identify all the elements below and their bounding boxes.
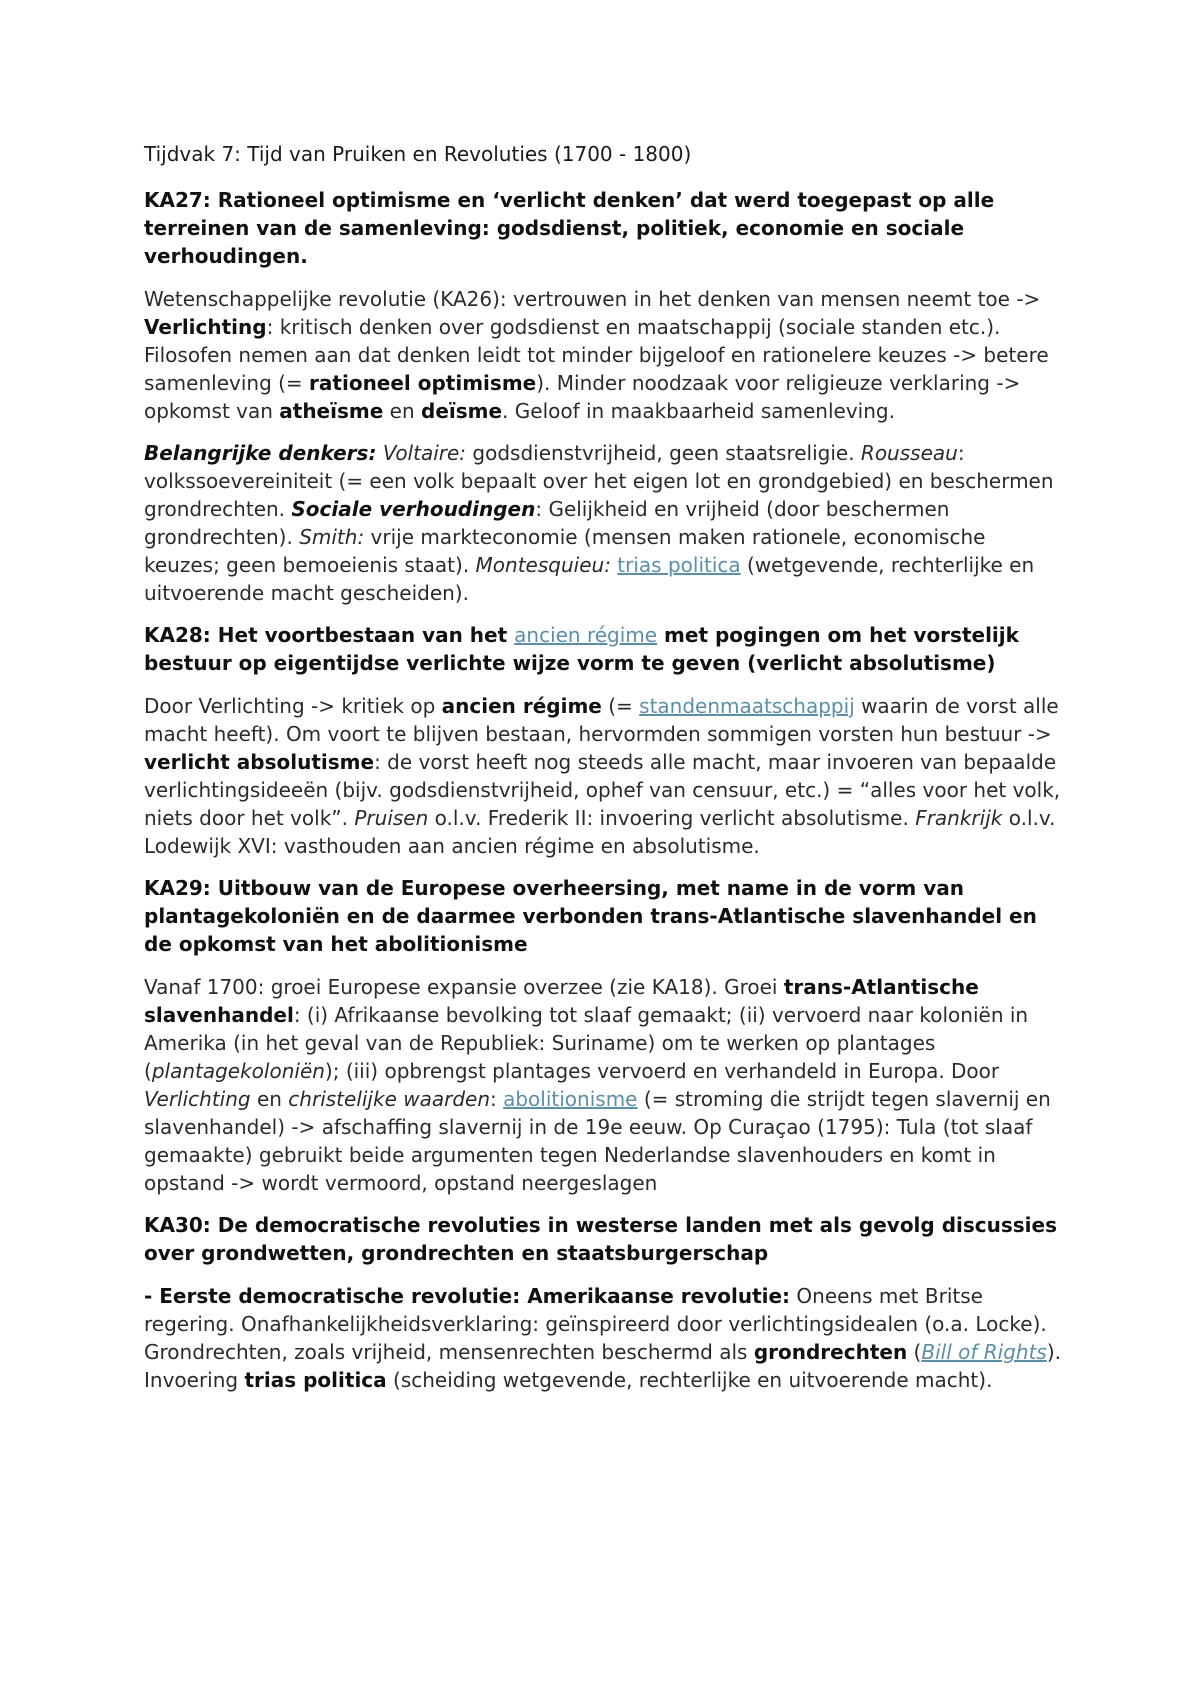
page-title: Tijdvak 7: Tijd van Pruiken en Revoluties (1700 - 1800) <box>144 142 692 166</box>
ka29-paragraph-1: Vanaf 1700: groei Europese expansie overzee (zie KA18). Groei trans-Atlantische slavenhandel: (i) Afrikaanse bevolking tot slaaf gemaakt; (ii) vervoerd naar koloniën in Amerika (in het geval van de Republiek: Suriname) om te werken op plantages (plantagekoloniën); (iii) opbrengst plantages vervoerd en verhandeld in Europa. Door Verlichting en christelijke waarden: abolitionisme (= stroming die strijdt tegen slavernij en slavenhandel) -> afschaffing slavernij in de 19e eeuw. Op Curaçao (1795): Tula (tot slaaf gemaakte) gebruikt beide argumenten tegen Nederlandse slavenhouders en komt in opstand -> wordt vermoord, opstand neergeslagen <box>144 975 1051 1195</box>
document-page <box>144 140 1064 1408</box>
abolitionisme-link[interactable]: abolitionisme <box>503 1087 638 1111</box>
ka28-heading: KA28: Het voortbestaan van het ancien régime met pogingen om het vorstelijk bestuur op eigentijdse verlichte wijze vorm te geven (verlicht absolutisme) <box>144 623 1019 675</box>
ka29-heading: KA29: Uitbouw van de Europese overheersing, met name in de vorm van plantagekoloniën en de daarmee verbonden trans-Atlantische slavenhandel en de opkomst van het abolitionisme <box>144 876 1037 956</box>
ka30-heading: KA30: De democratische revoluties in westerse landen met als gevolg discussies over grondwetten, grondrechten en staatsburgerschap <box>144 1213 1057 1265</box>
ancien-regime-link[interactable]: ancien régime <box>514 623 658 647</box>
ka27-paragraph-2: Belangrijke denkers: Voltaire: godsdienstvrijheid, geen staatsreligie. Rousseau: volkssoevereiniteit (= een volk bepaalt over het eigen lot en grondgebied) en beschermen grondrechten. Sociale verhoudingen: Gelijkheid en vrijheid (door beschermen grondrechten). Smith: vrije markteconomie (mensen maken rationele, economische keuzes; geen bemoeienis staat). Montesquieu: trias politica (wetgevende, rechterlijke en uitvoerende macht gescheiden). <box>144 441 1054 605</box>
ka28-paragraph-1: Door Verlichting -> kritiek op ancien régime (= standenmaatschappij waarin de vorst alle macht heeft). Om voort te blijven bestaan, hervormden sommigen vorsten hun bestuur -> verlicht absolutisme: de vorst heeft nog steeds alle macht, maar invoeren van bepaalde verlichtingsideeën (bijv. godsdienstvrijheid, ophef van censuur, etc.) = “alles voor het volk, niets door het volk”. Pruisen o.l.v. Frederik II: invoering verlicht absolutisme. Frankrijk o.l.v. Lodewijk XVI: vasthouden aan ancien régime en absolutisme. <box>144 694 1061 858</box>
trias-politica-link[interactable]: trias politica <box>617 553 741 577</box>
bill-of-rights-link[interactable]: Bill of Rights <box>921 1340 1047 1364</box>
ka30-paragraph-1: - Eerste democratische revolutie: Amerikaanse revolutie: Oneens met Britse regering. Onafhankelijkheidsverklaring: geïnspireerd door verlichtingsidealen (o.a. Locke). Grondrechten, zoals vrijheid, mensenrechten beschermd als grondrechten (Bill of Rights). Invoering trias politica (scheiding wetgevende, rechterlijke en uitvoerende macht). <box>144 1284 1061 1392</box>
ka27-heading: KA27: Rationeel optimisme en ‘verlicht denken’ dat werd toegepast op alle terreinen van de samenleving: godsdienst, politiek, economie en sociale verhoudingen. <box>144 188 995 268</box>
ka27-paragraph-1: Wetenschappelijke revolutie (KA26): vertrouwen in het denken van mensen neemt toe -> Verlichting: kritisch denken over godsdienst en maatschappij (sociale standen etc.). Filosofen nemen aan dat denken leidt tot minder bijgeloof en rationelere keuzes -> betere samenleving (= rationeel optimisme). Minder noodzaak voor religieuze verklaring -> opkomst van atheïsme en deïsme. Geloof in maakbaarheid samenleving. <box>144 287 1049 423</box>
standenmaatschappij-link[interactable]: standenmaatschappij <box>639 694 855 718</box>
